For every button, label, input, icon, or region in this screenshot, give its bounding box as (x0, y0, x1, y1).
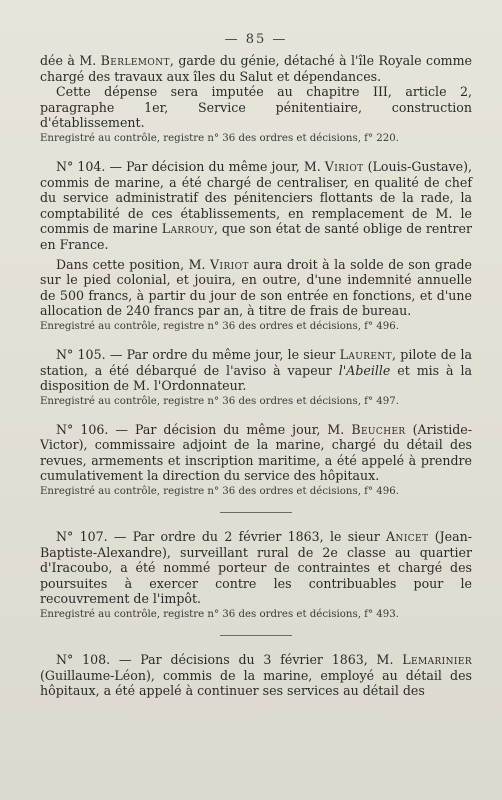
person-name: Berlemont (100, 53, 170, 68)
registry-note: Enregistré au contrôle, registre n° 36 des ordres et décisions, f° 220. (40, 132, 399, 144)
registry-note: Enregistré au contrôle, registre n° 36 des ordres et décisions, f° 496. (40, 320, 399, 332)
registry-note: Enregistré au contrôle, registre n° 36 des ordres et décisions, f° 493. (40, 609, 399, 621)
person-name: Larrouy (161, 221, 214, 237)
paragraph: N° 104. — Par décision du même jour, M. Viriot (Louis-Gustave), commis de marine, a été chargé de centraliser, en qualité de chef du service administratif des pénitenciers flottants de la rade, la comptabilité de ces établissements, en remplacement de M. le commis de marine Larrouy, que son état de santé oblige de rentrer en France. (40, 158, 473, 252)
person-name: Viriot (210, 256, 249, 272)
paragraph: N° 105. — Par ordre du même jour, le sieur Laurent, pilote de la station, a été débarqué de l'aviso à vapeur l'Abeille et mis à la disposition de M. l'Ordonnateur. (40, 346, 472, 394)
paragraph: dée à M. Berlemont, garde du génie, détaché à l'île Royale comme chargé des travaux aux îles du Salut et dépendances. (40, 53, 473, 84)
paragraph: N° 106. — Par décision du même jour, M. Beucher (Aristide-Victor), commissaire adjoint de la marine, chargé du détail des revues, armements et inscription maritime, a été appelé à prendre cumulativement la direction du service des hôpitaux. (40, 421, 472, 484)
entry-105 (40, 347, 472, 408)
person-name: Lemarinier (402, 652, 472, 668)
registry-note: Enregistré au contrôle, registre n° 36 des ordres et décisions, f° 497. (40, 395, 399, 407)
person-name: Beucher (351, 421, 406, 437)
paragraph: N° 107. — Par ordre du 2 février 1863, le sieur Anicet (Jean-Baptiste-Alexandre), surveillant rural de 2e classe au quartier d'Iracoubo, a été nommé porteur de contraintes et chargé des poursuites à exercer contre les contribuables pour le recouvrement de l'impôt. (40, 529, 472, 607)
person-name: Viriot (324, 158, 364, 174)
person-name: Anicet (386, 529, 429, 545)
ship-name: l'Abeille (338, 362, 391, 378)
continuation-block (40, 53, 472, 145)
section-divider (220, 512, 292, 513)
entry-106 (40, 422, 472, 498)
registry-note: Enregistré au contrôle, registre n° 36 des ordres et décisions, f° 496. (40, 486, 399, 498)
page-number: — 85 — (224, 32, 288, 47)
person-name: Laurent (339, 346, 393, 362)
entry-108 (40, 652, 472, 699)
paragraph: Cette dépense sera imputée au chapitre III, article 2, paragraphe 1er, Service pénitentiaire, construction d'établissement. (40, 84, 472, 131)
entry-104 (40, 159, 472, 333)
entry-107 (40, 529, 472, 621)
section-divider (220, 635, 292, 636)
paragraph: Dans cette position, M. Viriot aura droit à la solde de son grade sur le pied colonial, et jouira, en outre, d'une indemnité annuelle de 500 francs, à partir du jour de son entrée en fonctions, et d'une allocation de 240 francs par an, à titre de frais de bureau. (40, 256, 472, 319)
paragraph: N° 108. — Par décisions du 3 février 1863, M. Lemarinier (Guillaume-Léon), commis de la marine, employé au détail des hôpitaux, a été appelé à continuer ses services au détail des (40, 652, 472, 699)
